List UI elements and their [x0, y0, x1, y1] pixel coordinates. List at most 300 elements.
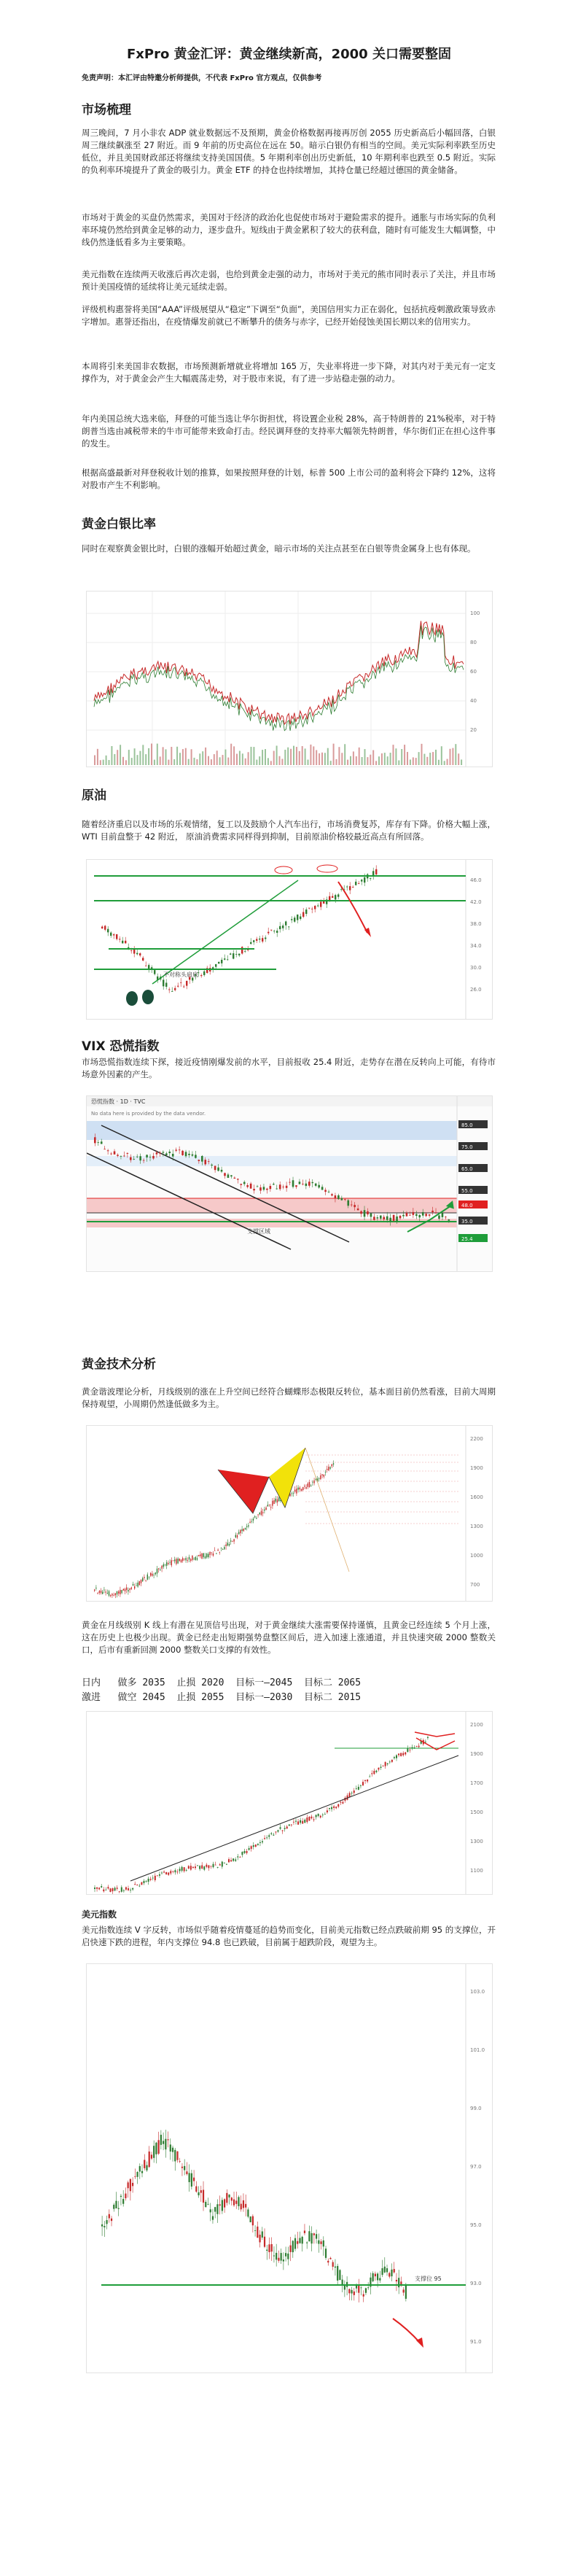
candle-body: [363, 2294, 364, 2297]
svg-text:60: 60: [470, 669, 477, 675]
candle-body: [146, 1881, 147, 1882]
gold-trend-line: [130, 1756, 458, 1881]
gold-tech-paragraph-2: 黄金在月线级别 K 线上有潜在见顶信号出现，对于黄金继续大涨需要保持谨慎，且黄金已经连续 5 个月上涨，这在历史上也极少出现。黄金已经走出短期强势盘整区间后，进入加速上涨通道，并且快速突破 2000 整数关口，后市有重新回测 2000 整数关口支撑的有效性。: [82, 1620, 496, 1655]
candle-body: [386, 2268, 388, 2272]
volume-bar: [111, 746, 112, 765]
candle-body: [134, 1586, 135, 1588]
volume-bar: [109, 760, 110, 765]
candle-body: [238, 1532, 239, 1535]
candle-body: [367, 1780, 368, 1781]
candle-body: [184, 2166, 185, 2170]
candle-body: [147, 1575, 148, 1580]
candle-body: [125, 2194, 126, 2198]
candle-body: [308, 2231, 310, 2241]
candle-body: [101, 1886, 102, 1888]
candle-body: [427, 1737, 429, 1738]
candle-body: [301, 1489, 302, 1491]
candle-body: [409, 1215, 411, 1216]
candle-body: [217, 1867, 219, 1868]
candle-body: [218, 962, 219, 963]
svg-text:80: 80: [470, 640, 477, 645]
candle-body: [249, 1848, 250, 1850]
candle-body: [391, 1760, 393, 1762]
volume-bar: [359, 748, 360, 765]
oil-annotation: 不对称头肩底: [163, 971, 198, 978]
volume-bar: [336, 759, 337, 765]
candle-body: [146, 2165, 147, 2170]
candle-body: [351, 1205, 353, 1206]
gold-silver-ratio-chart: [86, 591, 493, 767]
gold-silver-volume-bars: [94, 744, 462, 765]
candle-body: [206, 1865, 207, 1867]
volume-bar: [384, 753, 386, 765]
candle-body: [198, 1555, 199, 1556]
volume-bar: [179, 753, 181, 765]
candle-body: [311, 1182, 313, 1183]
candle-body: [251, 1846, 252, 1849]
candle-body: [128, 2182, 129, 2188]
volume-bar: [262, 750, 263, 765]
volume-bar: [222, 755, 224, 765]
candle-body: [145, 1580, 146, 1581]
candle-body: [313, 1481, 314, 1483]
candle-body: [227, 1543, 228, 1545]
candle-body: [362, 1782, 364, 1785]
candle-body: [203, 1553, 204, 1557]
candle-body: [302, 2237, 303, 2243]
volume-bar: [287, 748, 289, 765]
section-heading-gold-tech: 黄金技术分析: [82, 1357, 156, 1372]
candle-body: [305, 1184, 308, 1186]
volume-bar: [253, 747, 254, 765]
candle-body: [195, 2187, 197, 2192]
candle-body: [329, 1467, 330, 1469]
candle-body: [394, 1757, 395, 1758]
candle-body: [375, 2274, 376, 2277]
volume-bar: [163, 747, 164, 765]
candle-body: [257, 2227, 258, 2238]
volume-bar: [401, 749, 402, 765]
candle-body: [197, 1559, 198, 1560]
candle-body: [179, 1869, 181, 1871]
candle-body: [304, 1820, 305, 1823]
candle-body: [241, 2204, 242, 2210]
candle-body: [132, 1888, 133, 1890]
candle-body: [107, 929, 109, 933]
candle-body: [170, 2144, 171, 2152]
oil-top-circle-2: [317, 865, 337, 872]
candle-body: [276, 931, 278, 933]
volume-bar: [381, 753, 383, 765]
candle-body: [400, 1753, 402, 1756]
candle-body: [311, 2233, 313, 2243]
volume-bar: [321, 753, 323, 765]
candle-body: [278, 2258, 279, 2261]
candle-body: [186, 1870, 187, 1871]
candle-body: [321, 1187, 324, 1190]
candle-body: [205, 2202, 206, 2207]
candle-body: [212, 2216, 214, 2220]
candle-body: [435, 1212, 437, 1213]
volume-bar: [245, 759, 246, 765]
candle-body: [195, 1866, 196, 1868]
candle-body: [360, 2287, 362, 2288]
candle-body: [391, 2270, 392, 2276]
candle-body: [121, 1888, 122, 1892]
candle-body: [294, 2238, 296, 2249]
candle-body: [294, 1489, 295, 1491]
candle-body: [266, 1189, 268, 1190]
candle-body: [180, 982, 181, 983]
candle-body: [213, 1553, 214, 1556]
candle-body: [302, 912, 304, 917]
candle-body: [337, 2266, 338, 2281]
candle-body: [148, 965, 149, 969]
candle-body: [354, 1791, 355, 1793]
candle-body: [276, 2253, 277, 2259]
gold-trend-chart: [86, 1711, 493, 1895]
candle-body: [285, 2253, 286, 2257]
volume-bar: [199, 753, 200, 765]
candle-body: [215, 1865, 216, 1866]
candle-body: [331, 1194, 333, 1195]
candle-body: [255, 1844, 257, 1847]
candle-body: [94, 1590, 95, 1591]
volume-bar: [413, 757, 414, 765]
candle-body: [99, 1591, 100, 1592]
candle-body: [117, 1155, 119, 1156]
candle-body: [399, 1216, 402, 1218]
candle-body: [393, 1215, 395, 1221]
candle-body: [237, 1535, 238, 1537]
candle-body: [133, 1159, 135, 1160]
candle-body: [292, 1180, 294, 1187]
candle-body: [358, 1787, 359, 1790]
svg-text:2200: 2200: [470, 1436, 483, 1442]
candle-body: [97, 1142, 99, 1143]
candle-body: [134, 1884, 136, 1885]
candle-body: [123, 1890, 125, 1891]
page-title: FxPro 黄金汇评：黄金继续新高，2000 关口需要整固: [127, 47, 451, 62]
candle-body: [257, 1514, 258, 1515]
candle-body: [253, 1189, 255, 1190]
oil-top-circle-1: [275, 866, 292, 874]
candle-body: [241, 947, 243, 953]
candle-body: [311, 1817, 312, 1819]
candle-body: [418, 1746, 420, 1747]
candle-body: [243, 1529, 244, 1531]
volume-bar: [410, 759, 411, 765]
usd-index-chart: [86, 1963, 493, 2373]
candle-body: [354, 1205, 356, 1207]
candle-body: [94, 1137, 96, 1143]
candle-body: [283, 2259, 284, 2262]
volume-bar: [290, 749, 292, 765]
volume-bar: [270, 761, 272, 765]
candle-body: [126, 1588, 127, 1590]
vix-chart: [86, 1095, 493, 1272]
candle-body: [226, 1864, 227, 1865]
svg-text:30.0: 30.0: [470, 965, 482, 971]
candle-body: [388, 2273, 390, 2277]
svg-text:34.0: 34.0: [470, 943, 482, 949]
candle-body: [169, 1562, 170, 1563]
candle-body: [403, 2289, 405, 2292]
volume-bar: [367, 757, 368, 765]
volume-bar: [447, 759, 448, 765]
volume-bar: [432, 752, 434, 765]
candle-body: [96, 1888, 98, 1889]
candle-body: [340, 1802, 341, 1803]
candle-body: [188, 1154, 190, 1155]
svg-text:20: 20: [470, 727, 477, 733]
candle-body: [344, 1199, 346, 1200]
usd-forecast-arrow: [393, 2319, 421, 2343]
volume-bar: [117, 750, 118, 765]
candle-body: [118, 1591, 119, 1594]
candle-body: [324, 1190, 327, 1192]
candle-body: [144, 2160, 145, 2168]
gold-harmonic-chart: [86, 1425, 493, 1602]
candle-body: [152, 1156, 155, 1158]
candle-body: [165, 2139, 166, 2149]
candle-body: [227, 1174, 230, 1178]
candle-body: [396, 1217, 398, 1221]
market-paragraph-1: 周三晚间，7 月小非农 ADP 就业数据远不及预期，黄金价格数据再接再厉创 2055 历史新高后小幅回落，白银周三继续飙涨至 27 附近。而 9 年前的历史高位在远在 50。暗示白银仍有相当的空间。美元实际利率跌至历史低位，并且美国财政部还将继续支持美国国债。5 年期利率创出历史新低，10 年期利率也跌至 0.5 附近。实际的负利率环境提升了黄金的吸引力。黄金 ETF 的持仓也持续增加，其持仓量已经超过德国的黄金储备。: [82, 128, 496, 175]
candle-body: [406, 1213, 408, 1216]
candle-body: [241, 1529, 242, 1532]
volume-bar: [224, 750, 226, 765]
svg-text:97.0: 97.0: [470, 2164, 482, 2170]
candle-body: [422, 1212, 424, 1216]
candle-body: [373, 1771, 375, 1774]
candle-body: [386, 1217, 388, 1220]
candle-body: [267, 1505, 268, 1506]
candle-body: [153, 2146, 155, 2158]
candle-body: [325, 1472, 326, 1473]
candle-body: [200, 2190, 202, 2193]
candle-body: [309, 1482, 310, 1487]
svg-text:26.0: 26.0: [470, 987, 482, 993]
candle-body: [149, 2152, 150, 2167]
candle-body: [219, 2204, 221, 2205]
candle-body: [179, 2161, 181, 2162]
candle-body: [115, 1594, 116, 1596]
candle-body: [305, 1487, 306, 1489]
candle-body: [407, 1748, 408, 1752]
volume-bar: [259, 756, 260, 765]
volume-bar: [458, 753, 459, 765]
section-heading-oil: 原油: [82, 788, 106, 803]
candle-body: [155, 1876, 156, 1880]
svg-text:103.0: 103.0: [470, 1989, 485, 1995]
candle-body: [142, 1578, 143, 1581]
candle-body: [373, 1217, 375, 1219]
candle-body: [130, 2179, 131, 2191]
svg-text:95.0: 95.0: [470, 2222, 482, 2228]
candle-body: [357, 1209, 359, 1210]
volume-bar: [134, 748, 136, 765]
svg-text:1600: 1600: [470, 1494, 483, 1500]
volume-bar: [114, 754, 115, 765]
candle-body: [259, 1187, 262, 1190]
volume-bar: [139, 751, 141, 765]
candle-body: [172, 1154, 174, 1157]
candle-body: [272, 1501, 273, 1506]
candle-body: [448, 1219, 450, 1221]
volume-bar: [387, 756, 388, 765]
volume-bar: [398, 761, 399, 765]
candle-body: [365, 2288, 367, 2292]
candle-body: [354, 2292, 355, 2295]
candle-body: [235, 2200, 237, 2203]
candle-body: [394, 2269, 395, 2273]
gold-monthly-candles: [94, 1460, 334, 1598]
volume-bar: [148, 748, 149, 765]
volume-bar: [208, 756, 209, 765]
candle-body: [142, 958, 144, 961]
candle-body: [273, 1835, 274, 1836]
candle-body: [177, 986, 179, 987]
volume-bar: [356, 756, 357, 765]
candle-body: [282, 1830, 284, 1831]
candle-body: [333, 1463, 334, 1464]
candle-body: [425, 1214, 427, 1216]
candle-body: [360, 1785, 362, 1786]
candle-body: [318, 2241, 319, 2244]
candle-body: [289, 1494, 290, 1497]
candle-body: [229, 1544, 230, 1545]
candle-body: [291, 1825, 292, 1826]
market-paragraph-7: 根据高盛最新对拜登税收计划的推算，如果按照拜登的计划，标普 500 上市公司的盈利将会下降约 12%，这将对股市产生不利影响。: [82, 468, 496, 490]
candle-body: [243, 1851, 245, 1853]
candle-body: [191, 2173, 192, 2187]
candle-body: [165, 1872, 167, 1874]
candle-body: [233, 953, 234, 958]
svg-text:38.0: 38.0: [470, 921, 482, 927]
candle-body: [215, 964, 216, 967]
candle-body: [228, 2195, 230, 2197]
candle-body: [136, 2172, 138, 2177]
candle-body: [98, 1888, 100, 1890]
candle-body: [184, 1867, 185, 1871]
volume-bar: [415, 758, 417, 765]
candle-body: [402, 1215, 405, 1217]
candle-body: [302, 1487, 303, 1490]
candle-body: [316, 1815, 317, 1817]
candle-body: [416, 1746, 418, 1747]
volume-bar: [344, 744, 345, 765]
candle-body: [383, 1217, 385, 1219]
svg-text:40: 40: [470, 698, 477, 704]
volume-bar: [313, 746, 314, 765]
volume-bar: [154, 760, 155, 765]
candle-body: [241, 1852, 243, 1855]
candle-body: [280, 1500, 281, 1501]
candle-body: [226, 2193, 227, 2203]
candle-body: [160, 2135, 162, 2145]
candle-body: [102, 1592, 103, 1594]
candle-body: [210, 2209, 211, 2212]
candle-body: [125, 1888, 127, 1890]
candle-body: [318, 1814, 319, 1816]
candle-body: [320, 1475, 321, 1479]
harmonic-red-wing: [218, 1470, 269, 1513]
volume-bar: [404, 745, 405, 765]
candle-body: [327, 2261, 329, 2262]
volume-bar: [310, 745, 311, 765]
candle-body: [192, 978, 193, 981]
section-heading-gold-silver: 黄金白银比率: [82, 517, 156, 532]
candle-body: [214, 2207, 216, 2211]
volume-bar: [441, 746, 442, 765]
volume-bar: [284, 750, 286, 765]
volume-bar: [97, 749, 98, 765]
candle-body: [367, 1211, 369, 1214]
candle-body: [314, 906, 316, 909]
volume-bar: [125, 760, 127, 765]
volume-bar: [438, 760, 440, 765]
candle-body: [239, 1857, 241, 1858]
candle-body: [207, 2204, 208, 2205]
volume-bar: [137, 755, 138, 765]
candle-body: [222, 1862, 223, 1867]
volume-bar: [173, 759, 175, 765]
candle-body: [250, 2216, 251, 2222]
volume-bar: [106, 756, 107, 765]
candle-body: [360, 1211, 362, 1214]
candle-body: [190, 1559, 191, 1561]
candle-body: [213, 1864, 214, 1867]
volume-bar: [370, 755, 371, 765]
candle-body: [103, 1890, 104, 1892]
svg-text:100: 100: [470, 610, 480, 616]
candle-body: [228, 1859, 230, 1862]
candle-body: [308, 1817, 310, 1820]
vix-price-tag-label: 85.0: [461, 1122, 473, 1128]
candle-body: [155, 2143, 157, 2154]
candle-body: [224, 958, 225, 960]
candle-body: [352, 887, 354, 888]
candle-body: [116, 934, 117, 939]
candle-body: [110, 1154, 112, 1155]
candle-body: [266, 1837, 267, 1838]
candle-body: [224, 2199, 225, 2207]
candle-body: [113, 934, 114, 935]
candle-body: [324, 1814, 326, 1815]
svg-text:1300: 1300: [470, 1524, 483, 1529]
candle-body: [106, 2220, 107, 2224]
candle-body: [300, 917, 301, 919]
svg-text:99.0: 99.0: [470, 2106, 482, 2111]
candle-body: [172, 1871, 173, 1872]
volume-bar: [191, 749, 192, 765]
candle-body: [154, 970, 155, 974]
section-heading-market: 市场梳理: [82, 103, 131, 117]
candle-body: [230, 1540, 231, 1541]
candle-body: [270, 1186, 272, 1189]
candle-body: [253, 940, 254, 942]
trade-plan-intraday: 日内 做多 2035 止损 2020 目标一—2045 目标二 2065: [82, 1677, 362, 1688]
candle-body: [119, 1891, 120, 1892]
volume-bar: [421, 744, 423, 765]
volume-bar: [461, 759, 462, 765]
candle-body: [293, 1493, 294, 1494]
candle-body: [105, 1591, 106, 1592]
oil-chart: [86, 859, 493, 1020]
candle-body: [250, 1184, 252, 1189]
candle-body: [405, 1753, 406, 1755]
